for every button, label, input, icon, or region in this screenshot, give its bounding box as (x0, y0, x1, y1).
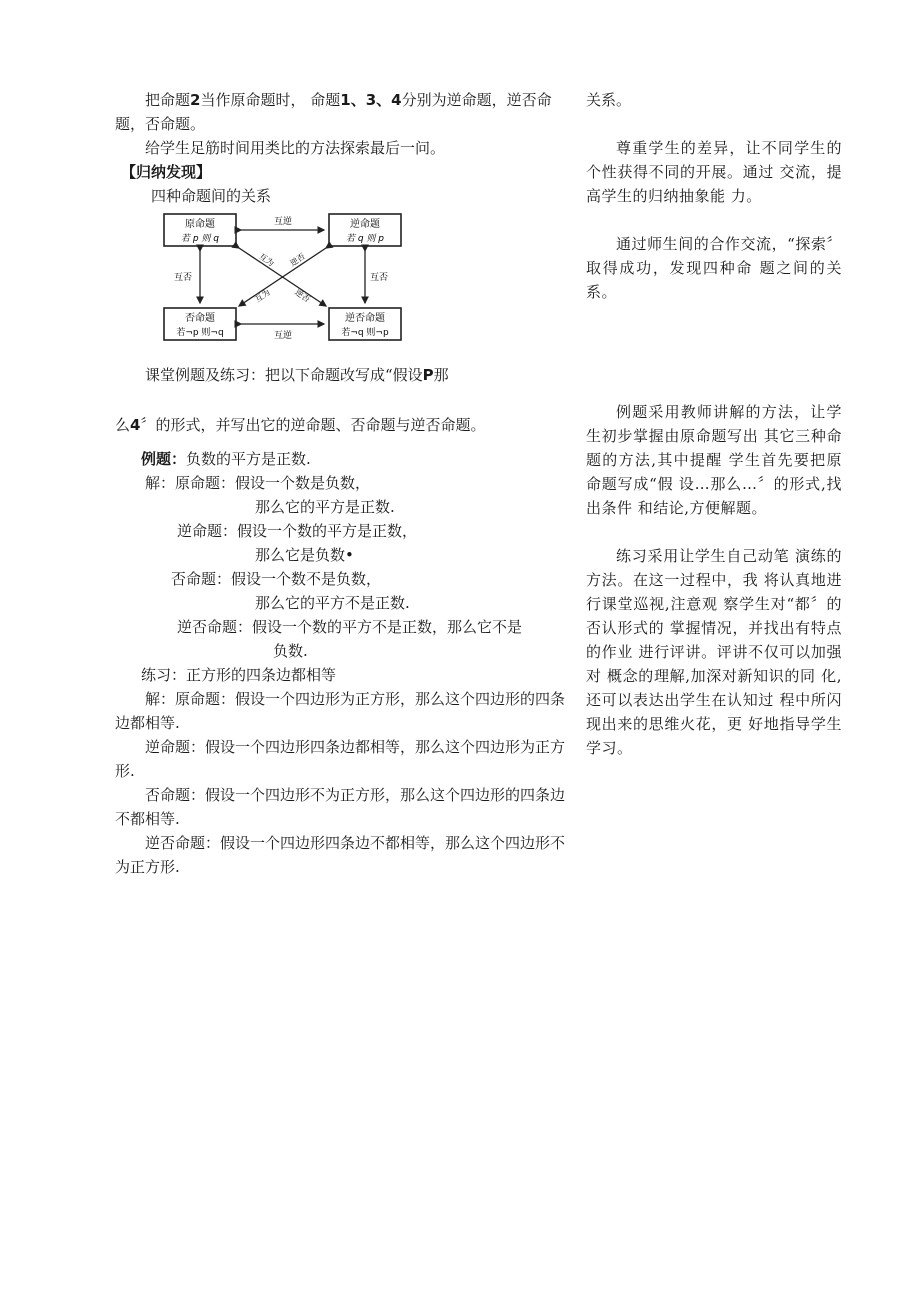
example-converse: 逆命题：假设一个数的平方是正数， (177, 522, 418, 540)
label-left: 互否 (173, 273, 193, 283)
box-converse-sub: 若 q 则 p (345, 234, 385, 244)
practice-intro-cont: 么4〞的形式，并写出它的逆命题、否命题与逆否命题。 (115, 416, 486, 434)
section-heading: 【归纳发现】 (121, 163, 212, 181)
paragraph-original-proposition: 把命题2当作原命题时， 命题1、3、4分别为逆命题，逆否命题，否命题。 (115, 91, 552, 133)
note-practice-method: 练习采用让学生自己动笔 演练的方法。在这一过程中，我 将认真地进行课堂巡视,注意观 察学生对“都〞的否认形式的 掌握情况，并找出有特点的作业 进行评讲。评讲不仅可以加强对 概念的理解,加深对新知识的同 化,还可以表达出学生在认知过 程中所闪现出来的思维火花，更 好地指导学生学习。 (586, 547, 842, 757)
example-original-cont: 那么它的平方是正数. (255, 498, 395, 516)
label-diag-1: 互为 (257, 251, 276, 269)
right-column (586, 88, 842, 760)
note-example-method: 例题采用教师讲解的方法，让学生初步掌握由原命题写出 其它三种命题的方法,其中提醒 学生首先要把原命题写成“假 设…那么…〞的形式,找出条件 和结论,方便解题。 (586, 403, 842, 517)
note-relation: 关系。 (586, 91, 632, 109)
label-diag-2: 逆否 (288, 251, 307, 269)
example-converse-cont: 那么它是负数• (255, 546, 354, 564)
example-inverse: 否命题：假设一个数不是负数， (171, 570, 382, 588)
left-column (115, 88, 577, 879)
example-contrapositive: 逆否命题：假设一个数的平方不是正数，那么它不是 (177, 618, 523, 636)
practice-original: 解：原命题：假设一个四边形为正方形，那么这个四边形的四条边都相等. (115, 690, 566, 732)
box-inverse-sub: 若¬p 则¬q (176, 328, 224, 338)
practice-line: 练习：正方形的四条边都相等 (141, 666, 337, 684)
box-contrapositive-sub: 若¬q 则¬p (341, 328, 389, 338)
box-contrapositive-title: 逆否命题 (345, 313, 385, 324)
diagram-caption: 四种命题间的关系 (151, 187, 272, 205)
label-diag-3: 互为 (253, 287, 272, 305)
practice-contrapositive: 逆否命题：假设一个四边形四条边不都相等，那么这个四边形不为正方形. (115, 834, 566, 876)
box-inverse-title: 否命题 (185, 313, 215, 324)
four-propositions-diagram (161, 212, 405, 348)
practice-converse: 逆命题：假设一个四边形四条边都相等，那么这个四边形为正方形. (115, 738, 566, 780)
practice-inverse: 否命题：假设一个四边形不为正方形，那么这个四边形的四条边不都相等. (115, 786, 566, 828)
label-top: 互逆 (273, 217, 293, 227)
note-differences: 尊重学生的差异，让不同学生的个性获得不同的开展。通过 交流，提高学生的归纳抽象能 力。 (586, 139, 842, 205)
box-converse-title: 逆命题 (350, 219, 380, 230)
example-line: 例题：负数的平方是正数. (141, 450, 311, 468)
label-right: 互否 (369, 273, 389, 283)
example-contrapositive-cont: 负数. (273, 642, 308, 660)
box-original-sub: 若 p 则 q (180, 234, 220, 244)
label-bottom: 互逆 (273, 331, 293, 341)
box-original-title: 原命题 (185, 219, 215, 230)
label-diag-4: 逆否 (293, 287, 312, 305)
paragraph-exploration: 给学生足筋时间用类比的方法探索最后一问。 (145, 139, 446, 157)
practice-intro: 课堂例题及练习：把以下命题改写成“假设P那 (145, 366, 449, 384)
example-original: 解：原命题：假设一个数是负数， (145, 474, 371, 492)
note-cooperation: 通过师生间的合作交流，“探索〞取得成功，发现四种命 题之间的关系。 (586, 235, 842, 301)
example-inverse-cont: 那么它的平方不是正数. (255, 594, 410, 612)
